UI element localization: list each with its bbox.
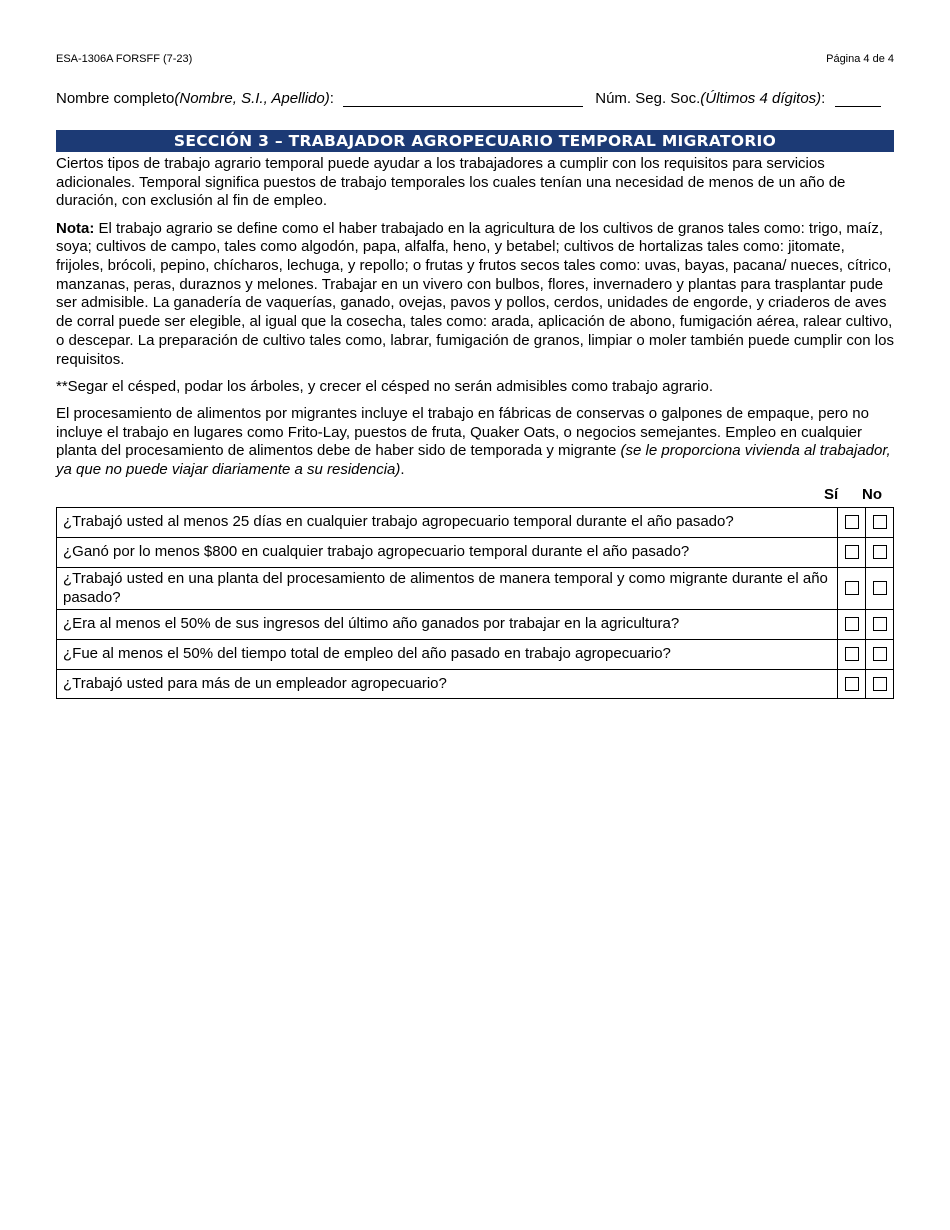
note-label: Nota: [56, 219, 95, 237]
yes-checkbox[interactable] [845, 545, 859, 559]
question-text: ¿Fue al menos el 50% del tiempo total de empleo del año pasado en trabajo agropecuario? [57, 640, 838, 670]
name-ssn-line [56, 90, 894, 110]
no-column-header: No [862, 486, 882, 503]
name-label: Nombre completo(Nombre, S.I., Apellido): [56, 90, 334, 107]
no-checkbox[interactable] [873, 617, 887, 631]
no-checkbox[interactable] [873, 581, 887, 595]
processing-paragraph: El procesamiento de alimentos por migrantes incluye el trabajo en fábricas de conservas o galpones de empaque, pero no incluye el trabajo en lugares como Frito-Lay, puestos de fruta, Quaker Oats, o negocios semejantes. Empleo en cualquier planta del procesamiento de alimentos debe de haber sido de temporada y migrante (se le proporciona vivienda al trabajador, ya que no puede viajar diariamente a su residencia). [56, 404, 891, 479]
yes-checkbox[interactable] [845, 515, 859, 529]
question-text: ¿Trabajó usted en una planta del procesamiento de alimentos de manera temporal y como migrante durante el año pasado? [57, 568, 838, 610]
note-paragraph [56, 220, 894, 370]
questions-table [56, 507, 894, 699]
table-row [57, 640, 894, 670]
no-checkbox[interactable] [873, 677, 887, 691]
yes-column-header: Sí [824, 486, 839, 503]
table-row [57, 610, 894, 640]
no-checkbox[interactable] [873, 545, 887, 559]
question-text: ¿Ganó por lo menos $800 en cualquier trabajo agropecuario temporal durante el año pasado? [57, 538, 838, 568]
page-number: Página 4 de 4 [826, 53, 894, 65]
question-text: ¿Trabajó usted al menos 25 días en cualquier trabajo agropecuario temporal durante el año pasado? [57, 508, 838, 538]
no-checkbox[interactable] [873, 515, 887, 529]
question-text: ¿Era al menos el 50% de sus ingresos del último año ganados por trabajar en la agricultura? [57, 610, 838, 640]
full-name-field[interactable] [343, 90, 583, 107]
section-title: SECCIÓN 3 – TRABAJADOR AGROPECUARIO TEMPORAL MIGRATORIO [56, 130, 894, 152]
intro-paragraph: Ciertos tipos de trabajo agrario temporal puede ayudar a los trabajadores a cumplir con los requisitos para servicios adicionales. Temporal significa puestos de trabajo temporales los cuales tenían una necesidad de menos de un año de duración, con exclusión al fin de empleo. [56, 155, 846, 210]
yes-checkbox[interactable] [845, 617, 859, 631]
yes-checkbox[interactable] [845, 581, 859, 595]
table-row [57, 568, 894, 610]
no-checkbox[interactable] [873, 647, 887, 661]
instructions [56, 155, 894, 488]
ssn-label: Núm. Seg. Soc.(Últimos 4 dígitos): [595, 90, 826, 107]
yes-checkbox[interactable] [845, 677, 859, 691]
table-row [57, 508, 894, 538]
note-text: El trabajo agrario se define como el haber trabajado en la agricultura de los cultivos de granos tales como: trigo, maíz, soya; cultivos de campo, tales como algodón, papa, alfalfa, heno, y betabel; cultivos de hortalizas tales como: jitomate, frijoles, brócoli, pepino, chícharos, lechuga, y repollo; o frutas y frutos secos tales como: uvas, bayas, pacana/ nueces, cítrico, manzanas, peras, duraznos y melones. Trabajar en un vivero con bulbos, flores, invernadero y plantas para trasplantar pude ser admisible. La ganadería de vaquerías, ganado, ovejas, pavos y pollos, cerdos, unidades de engorde, y criaderos de aves de corral puede ser elegible, al igual que la cosecha, tales como: arada, aplicación de abono, fumigación aérea, ralear cultivo, o descepar. La preparación de cultivo tales como, labrar, fumigación de granos, limpiar o moler también puede cumplir con los requisitos. [56, 219, 894, 368]
lawn-paragraph: **Segar el césped, podar los árboles, y crecer el césped no serán admisibles como trabajo agrario. [56, 377, 714, 395]
table-row [57, 670, 894, 699]
question-text: ¿Trabajó usted para más de un empleador agropecuario? [57, 670, 838, 699]
yes-checkbox[interactable] [845, 647, 859, 661]
table-row [57, 538, 894, 568]
ssn-last4-field[interactable] [835, 90, 881, 107]
form-id: ESA-1306A FORSFF (7-23) [56, 53, 193, 65]
